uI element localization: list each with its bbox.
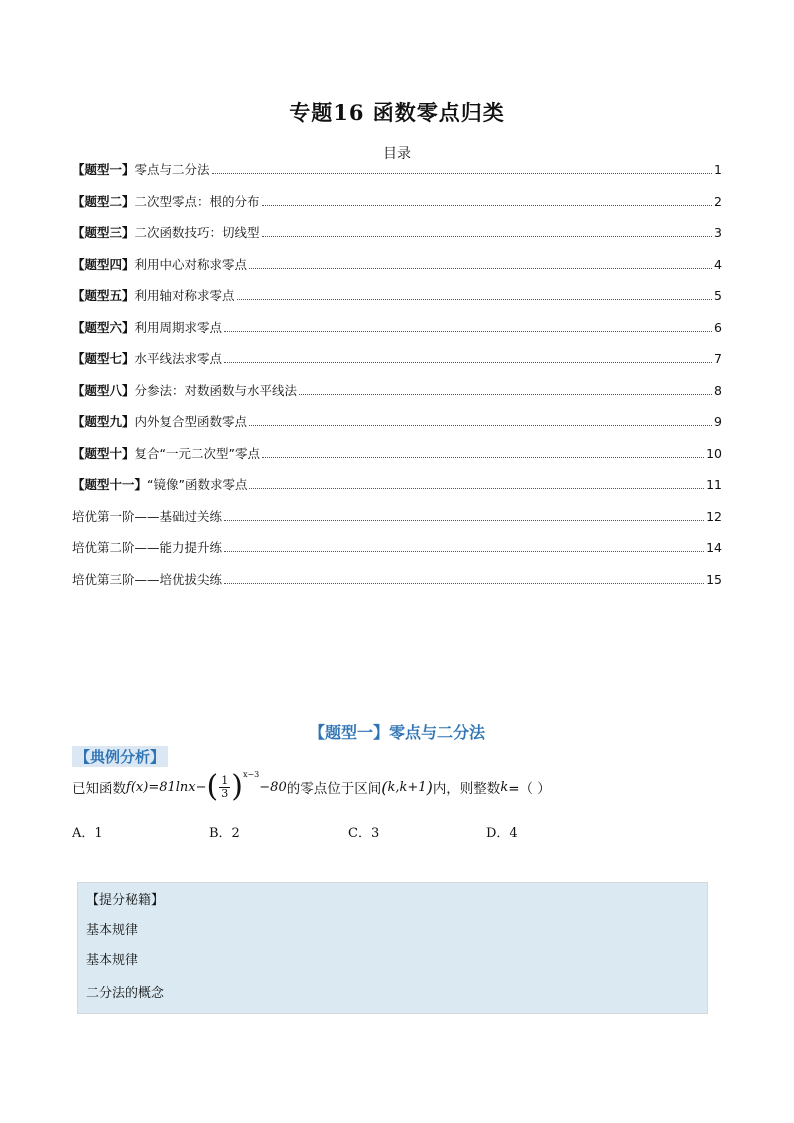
formula-x2: x (188, 779, 196, 795)
formula-eq: =81ln (148, 779, 189, 795)
question-end: =（ ） (508, 781, 551, 797)
toc-entry[interactable] (72, 410, 722, 442)
toc-leader (224, 361, 712, 363)
toc-leader (224, 330, 712, 332)
toc-page: 2 (714, 193, 722, 209)
toc-tag: 【题型五】 (72, 288, 135, 303)
toc-heading: 目录 (383, 146, 411, 162)
toc-page: 15 (706, 571, 722, 587)
toc-entry[interactable] (72, 473, 722, 505)
question-suffix: 内，则整数 (432, 781, 501, 797)
interval-k: k (387, 779, 396, 795)
toc-tag: 【题型七】 (72, 351, 135, 366)
toc-leader (224, 519, 704, 521)
option-d[interactable]: D．4 (486, 826, 518, 841)
toc-entry[interactable] (72, 158, 722, 190)
toc-tag: 【题型二】 (72, 193, 135, 209)
toc-page: 8 (714, 382, 722, 398)
toc-entry[interactable] (72, 379, 722, 411)
tips-box (77, 882, 708, 1014)
section-title: 【题型一】零点与二分法 (308, 723, 485, 742)
interval-plus1: +1 (407, 779, 427, 795)
toc-leader (249, 424, 712, 426)
toc-text: 内外复合型函数零点 (134, 414, 248, 429)
toc-text: 水平线法求零点 (134, 351, 223, 366)
toc-leader (249, 487, 704, 489)
toc-entry[interactable] (72, 316, 722, 348)
table-of-contents (72, 158, 722, 599)
toc-text: 零点与二分法 (134, 162, 210, 177)
exponent: x−3 (242, 769, 260, 779)
toc-page: 10 (706, 445, 722, 461)
toc-tag: 【题型十】 (72, 445, 135, 461)
toc-page: 14 (706, 540, 722, 555)
toc-tag: 【题型三】 (72, 225, 135, 240)
toc-text: 分参法：对数函数与水平线法 (134, 382, 298, 398)
interval-k2: k (399, 779, 408, 795)
toc-tag: 【题型六】 (72, 319, 135, 335)
tip-line: 基本规律 (86, 953, 139, 968)
example-heading: 【典例分析】 (72, 746, 168, 767)
toc-entry[interactable] (72, 221, 722, 253)
toc-page: 4 (714, 256, 722, 272)
toc-entry[interactable] (72, 442, 722, 474)
toc-text: 利用中心对称求零点 (134, 256, 248, 272)
formula-f: f (126, 779, 131, 795)
tip-line: 基本规律 (86, 923, 139, 938)
toc-text: 利用周期求零点 (134, 319, 223, 335)
toc-page: 3 (714, 225, 722, 240)
toc-leader (224, 550, 704, 552)
toc-leader (262, 235, 712, 237)
toc-leader (224, 582, 704, 584)
toc-entry[interactable] (72, 284, 722, 316)
toc-entry[interactable] (72, 190, 722, 222)
option-a[interactable]: A．1 (72, 826, 103, 841)
toc-leader (212, 172, 712, 174)
toc-text: 复合“一元二次型”零点 (134, 445, 260, 461)
tip-line: 二分法的概念 (86, 986, 165, 1001)
formula-tail: −80 (259, 779, 287, 795)
toc-text: 二次型零点：根的分布 (134, 193, 260, 209)
toc-entry[interactable] (72, 536, 722, 568)
tips-heading: 【提分秘籍】 (86, 893, 165, 908)
option-b[interactable]: B．2 (209, 826, 240, 841)
document-title: 专题16 函数零点归类 (289, 100, 505, 125)
question-prefix: 已知函数 (72, 781, 126, 797)
toc-text: 二次函数技巧：切线型 (134, 225, 260, 240)
toc-entry[interactable] (72, 253, 722, 285)
question-mid: 的零点位于区间 (286, 781, 382, 797)
interval-comma: , (395, 779, 400, 795)
toc-text: “镜像”函数求零点 (147, 477, 248, 492)
toc-tag: 【题型九】 (72, 414, 135, 429)
question-text: 已知函数 f ( x ) =81ln x − ( $\frac{1}{3}$ ) x−3 −80 的零点位于区间 ( k , k +1 ) 内，则整数 k =（ ） (72, 769, 551, 804)
toc-page: 1 (714, 162, 722, 177)
toc-page: 5 (714, 288, 722, 303)
toc-page: 6 (714, 319, 722, 335)
toc-text: 培优第三阶——培优拔尖练 (72, 571, 223, 587)
option-c[interactable]: C．3 (348, 826, 380, 841)
toc-page: 11 (706, 477, 722, 492)
toc-tag: 【题型十一】 (72, 477, 148, 492)
answer-k: k (500, 779, 509, 795)
toc-leader (237, 298, 712, 300)
toc-tag: 【题型四】 (72, 256, 135, 272)
toc-text: 培优第二阶——能力提升练 (72, 540, 223, 555)
toc-leader (262, 456, 704, 458)
toc-entry[interactable] (72, 505, 722, 537)
toc-leader (262, 204, 712, 206)
toc-entry[interactable] (72, 347, 722, 379)
toc-tag: 【题型八】 (72, 382, 135, 398)
toc-page: 9 (714, 414, 722, 429)
fraction-numerator: 1 (221, 773, 229, 787)
formula-minus: − (195, 779, 207, 795)
toc-text: 培优第一阶——基础过关练 (72, 508, 223, 524)
toc-entry[interactable] (72, 568, 722, 600)
toc-leader (299, 393, 712, 395)
toc-page: 12 (706, 508, 722, 524)
toc-tag: 【题型一】 (72, 162, 135, 177)
formula-x: x (135, 779, 144, 795)
toc-leader (249, 267, 712, 269)
toc-text: 利用轴对称求零点 (134, 288, 235, 303)
fraction (219, 775, 230, 800)
fraction-denominator: 3 (221, 786, 229, 800)
toc-page: 7 (714, 351, 722, 366)
